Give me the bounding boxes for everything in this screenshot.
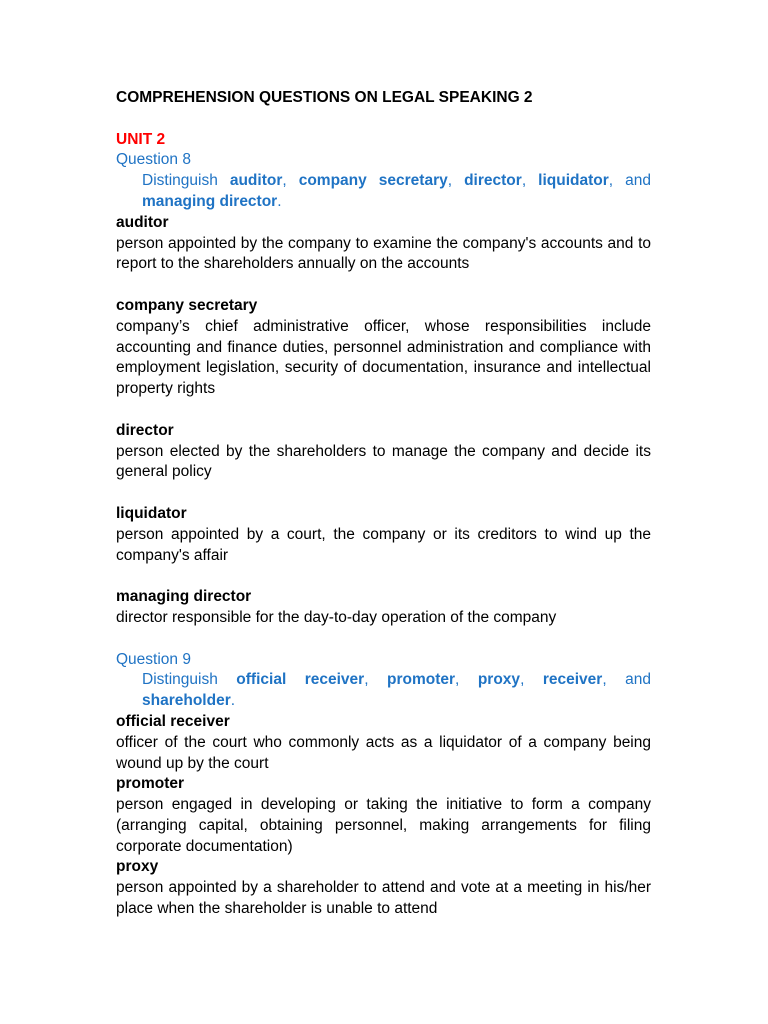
prompt-separator: ,: [447, 172, 453, 190]
prompt-separator: ,: [521, 172, 527, 190]
definition-text: person elected by the shareholders to manage the company and decide its general policy: [116, 442, 651, 481]
document-title: COMPREHENSION QUESTIONS ON LEGAL SPEAKING 2: [116, 89, 533, 106]
prompt-term: official receiver: [236, 671, 365, 689]
prompt-term: company secretary: [298, 172, 448, 190]
definition-term: promoter: [116, 775, 185, 793]
question-9-prompt: [116, 670, 651, 712]
prompt-separator: ,: [608, 172, 614, 190]
prompt-term: proxy: [477, 671, 521, 689]
spacer: [116, 109, 651, 130]
definition-text: officer of the court who commonly acts as a liquidator of a company being wound up by the court: [116, 733, 651, 772]
definition-entry: [116, 421, 651, 483]
prompt-separator: ,: [520, 671, 525, 689]
definition-text: person engaged in developing or taking the initiative to form a company (arranging capital, obtaining personnel, making arrangements for filing corporate documentation): [116, 796, 651, 855]
prompt-separator: ,: [455, 671, 460, 689]
definition-term: director: [116, 421, 174, 439]
prompt-term: liquidator: [538, 172, 609, 190]
definition-entry: [116, 712, 651, 774]
prompt-term: receiver: [542, 671, 603, 689]
definition-term: company secretary: [116, 296, 258, 314]
definition-entry: [116, 213, 651, 275]
prompt-term: shareholder: [142, 692, 231, 710]
prompt-intro: Distinguish: [142, 671, 218, 689]
definition-term: managing director: [116, 588, 252, 606]
question-9-label: Question 9: [116, 650, 191, 668]
prompt-term: promoter: [387, 671, 456, 689]
definition-entry: [116, 774, 651, 857]
prompt-term: managing director: [142, 192, 278, 210]
definition-term: official receiver: [116, 712, 230, 730]
question-8-prompt: [116, 171, 651, 213]
spacer: [116, 629, 651, 650]
prompt-conjunction: and: [625, 172, 651, 190]
definition-text: director responsible for the day-to-day operation of the company: [116, 608, 557, 626]
prompt-separator: ,: [602, 671, 607, 689]
prompt-separator: ,: [282, 172, 287, 190]
prompt-term: auditor: [229, 172, 283, 190]
spacer: [116, 275, 651, 296]
definition-text: person appointed by a shareholder to attend and vote at a meeting in his/her place when the shareholder is unable to attend: [116, 879, 651, 918]
definition-entry: [116, 296, 651, 400]
unit-heading: UNIT 2: [116, 130, 166, 148]
prompt-separator: ,: [364, 671, 369, 689]
definition-term: auditor: [116, 213, 169, 231]
question-8-label: Question 8: [116, 151, 191, 169]
prompt-end: .: [277, 192, 282, 210]
prompt-end: .: [230, 692, 236, 710]
definition-text: person appointed by a court, the company or its creditors to wind up the company's affair: [116, 525, 651, 564]
definition-text: company’s chief administrative officer, whose responsibilities include accounting and finance duties, personnel administration and compliance with employment legislation, security of documentation, insurance and intellectual property rights: [116, 317, 651, 398]
definition-term: proxy: [116, 858, 159, 876]
spacer: [116, 566, 651, 587]
definition-entry: [116, 587, 651, 629]
definition-term: liquidator: [116, 504, 187, 522]
document-body: [116, 88, 651, 920]
definition-text: person appointed by the company to examine the company's accounts and to report to the shareholders annually on the accounts: [116, 234, 651, 273]
prompt-term: director: [464, 172, 522, 190]
prompt-intro: Distinguish: [142, 172, 218, 190]
prompt-conjunction: and: [625, 671, 652, 689]
definition-entry: [116, 504, 651, 566]
definition-entry: [116, 857, 651, 919]
spacer: [116, 483, 651, 504]
spacer: [116, 400, 651, 421]
